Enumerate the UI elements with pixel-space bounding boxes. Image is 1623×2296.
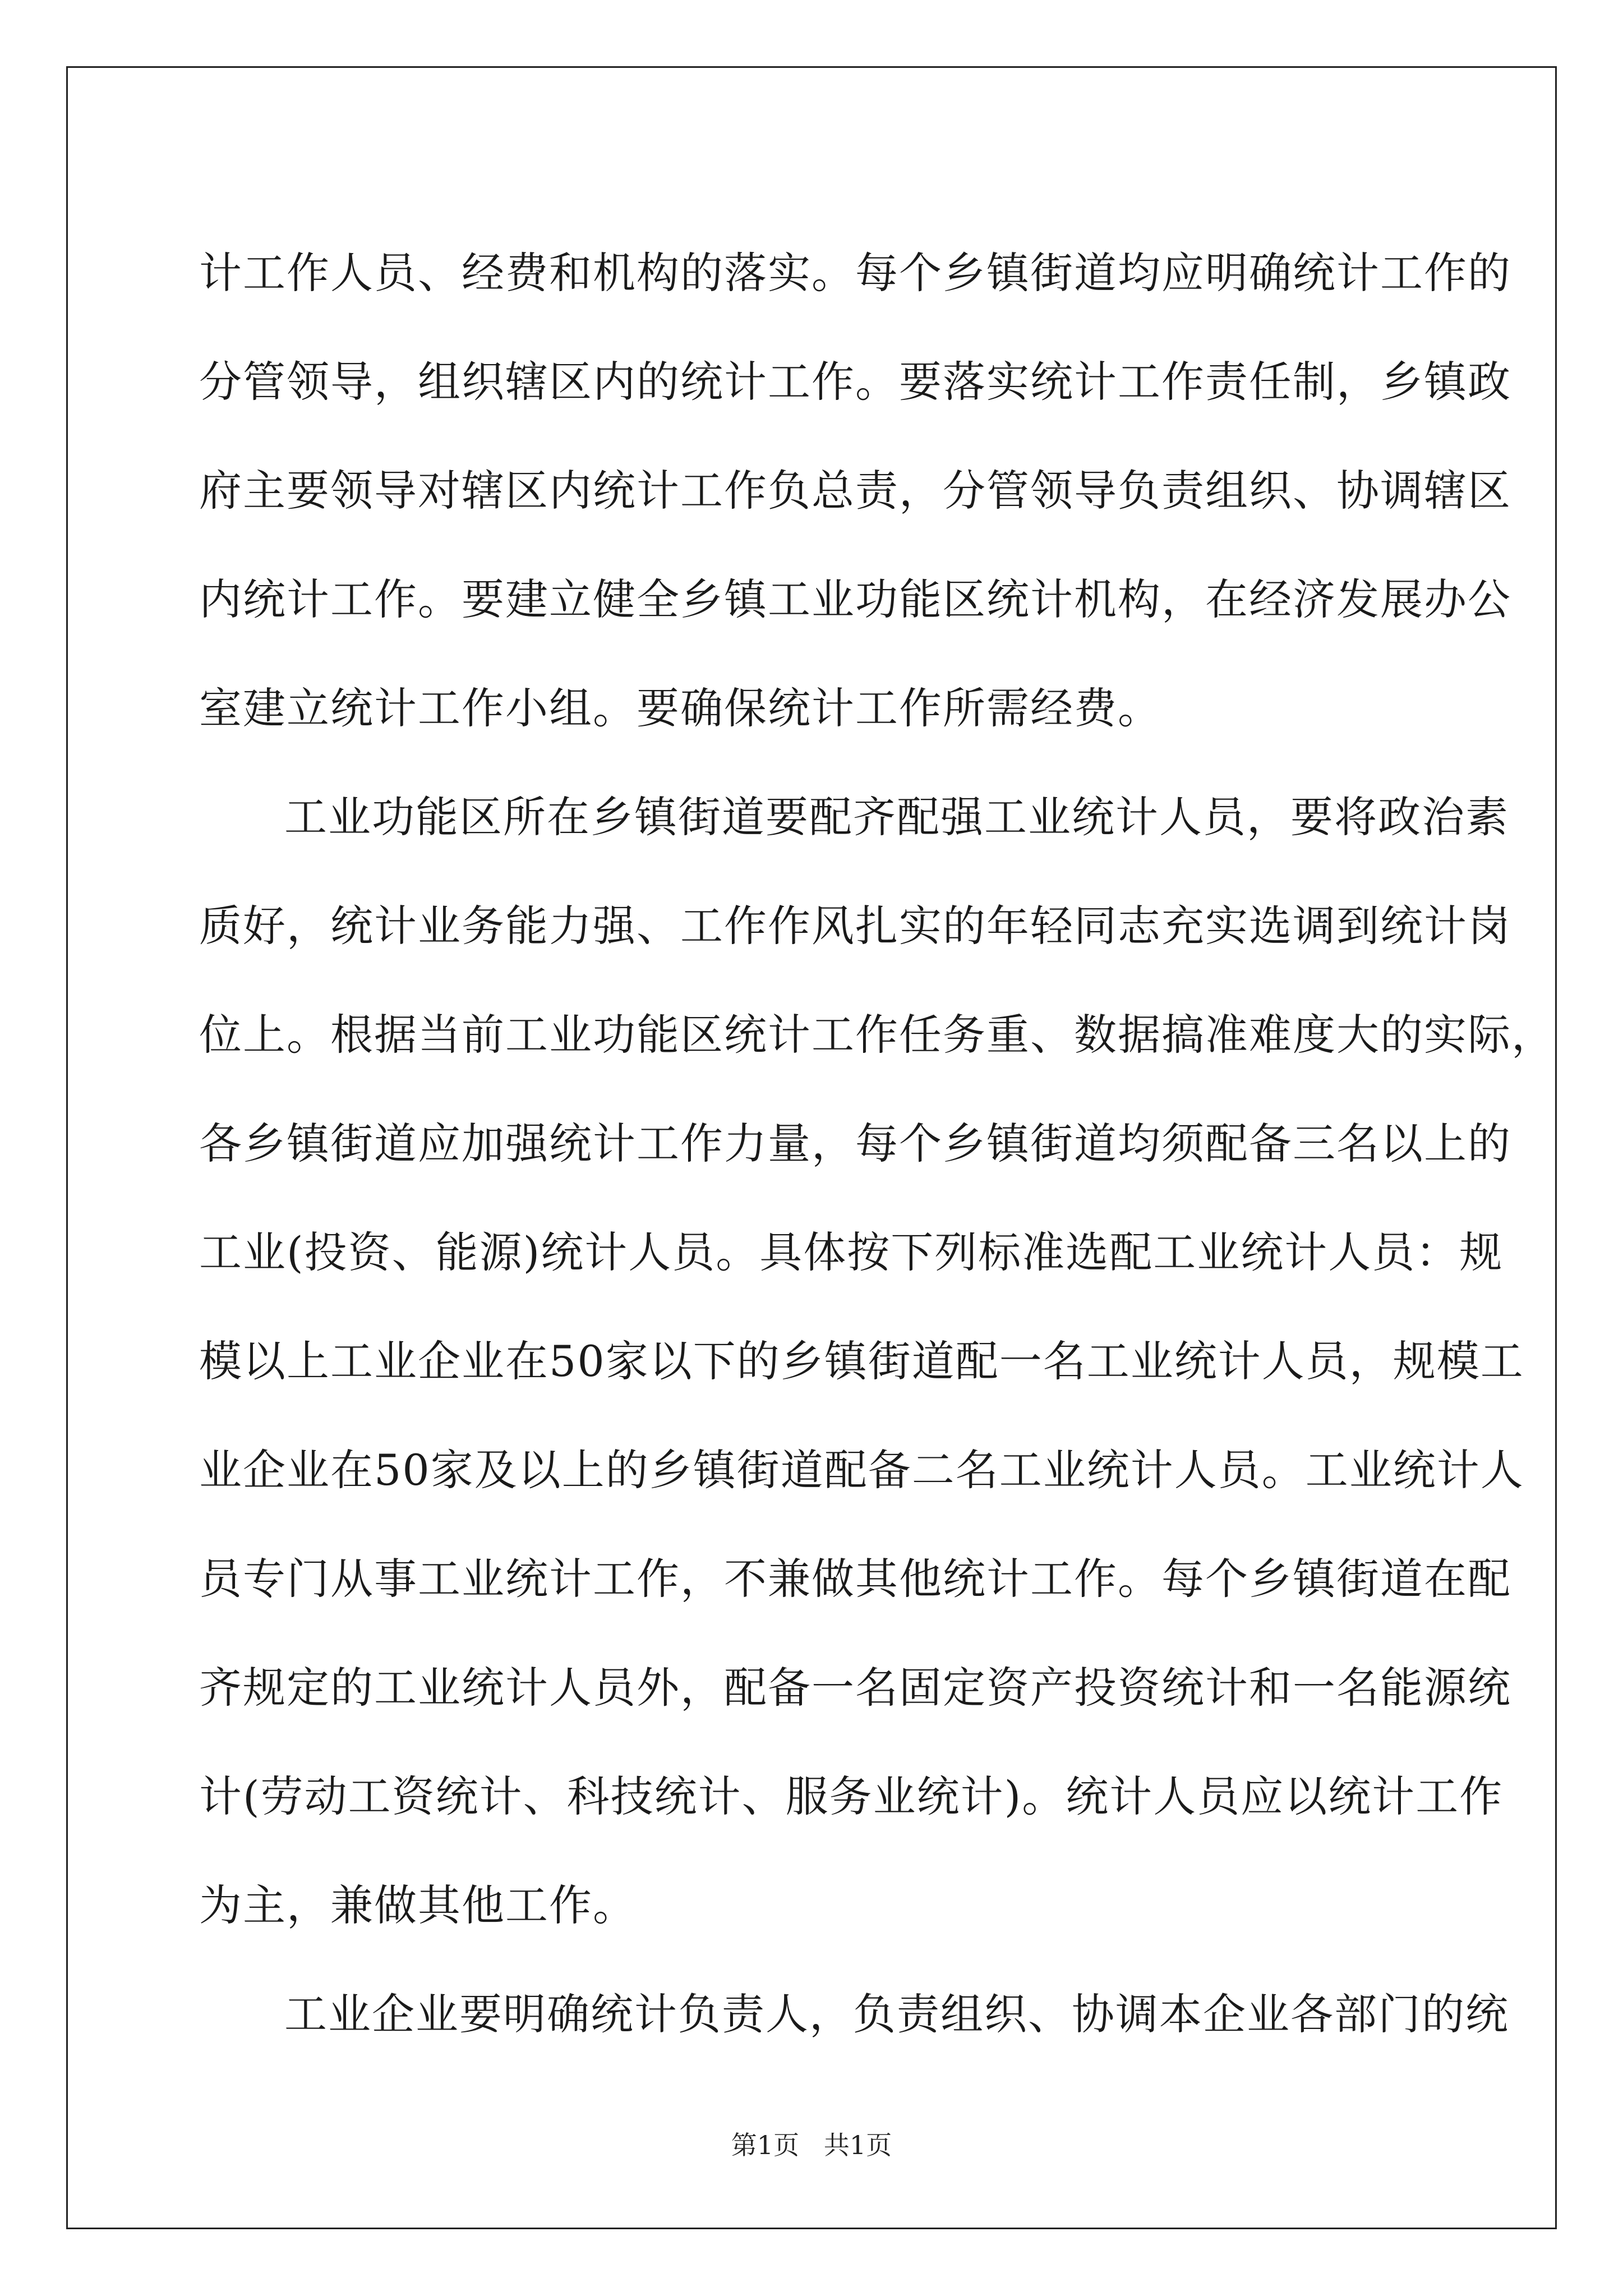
text-line: 室建立统计工作小组。要确保统计工作所需经费。 bbox=[199, 683, 1161, 733]
text-line: 位上。根据当前工业功能区统计工作任务重、数据搞准难度大的实际， bbox=[199, 1010, 1555, 1060]
text-line: 工业(投资、能源)统计人员。具体按下列标准选配工业统计人员：规 bbox=[199, 1227, 1504, 1277]
text-line: 分管领导，组织辖区内的统计工作。要落实统计工作责任制，乡镇政 bbox=[199, 357, 1511, 407]
text-line: 计工作人员、经费和机构的落实。每个乡镇街道均应明确统计工作的 bbox=[199, 248, 1511, 298]
text-line: 各乡镇街道应加强统计工作力量，每个乡镇街道均须配备三名以上的 bbox=[199, 1119, 1511, 1168]
text-line: 齐规定的工业统计人员外，配备一名固定资产投资统计和一名能源统 bbox=[199, 1663, 1511, 1713]
text-line: 模以上工业企业在50家以下的乡镇街道配一名工业统计人员，规模工 bbox=[199, 1336, 1524, 1386]
paragraph-start-line: 工业企业要明确统计负责人，负责组织、协调本企业各部门的统 bbox=[284, 1989, 1509, 2039]
paragraph-start-line: 工业功能区所在乡镇街道要配齐配强工业统计人员，要将政治素 bbox=[284, 792, 1509, 842]
text-line: 业企业在50家及以上的乡镇街道配备二名工业统计人员。工业统计人 bbox=[199, 1445, 1524, 1495]
text-line: 质好，统计业务能力强、工作作风扎实的年轻同志充实选调到统计岗 bbox=[199, 901, 1511, 951]
document-body bbox=[199, 219, 1555, 2069]
text-line: 为主，兼做其他工作。 bbox=[199, 1880, 637, 1930]
text-line: 府主要领导对辖区内统计工作负总责，分管领导负责组织、协调辖区 bbox=[199, 466, 1511, 516]
text-line: 内统计工作。要建立健全乡镇工业功能区统计机构，在经济发展办公 bbox=[199, 574, 1511, 624]
text-line: 员专门从事工业统计工作，不兼做其他统计工作。每个乡镇街道在配 bbox=[199, 1554, 1511, 1604]
text-line: 计(劳动工资统计、科技统计、服务业统计)。统计人员应以统计工作 bbox=[199, 1772, 1504, 1821]
page-number-footer: 第1页 共1页 bbox=[731, 2130, 892, 2160]
